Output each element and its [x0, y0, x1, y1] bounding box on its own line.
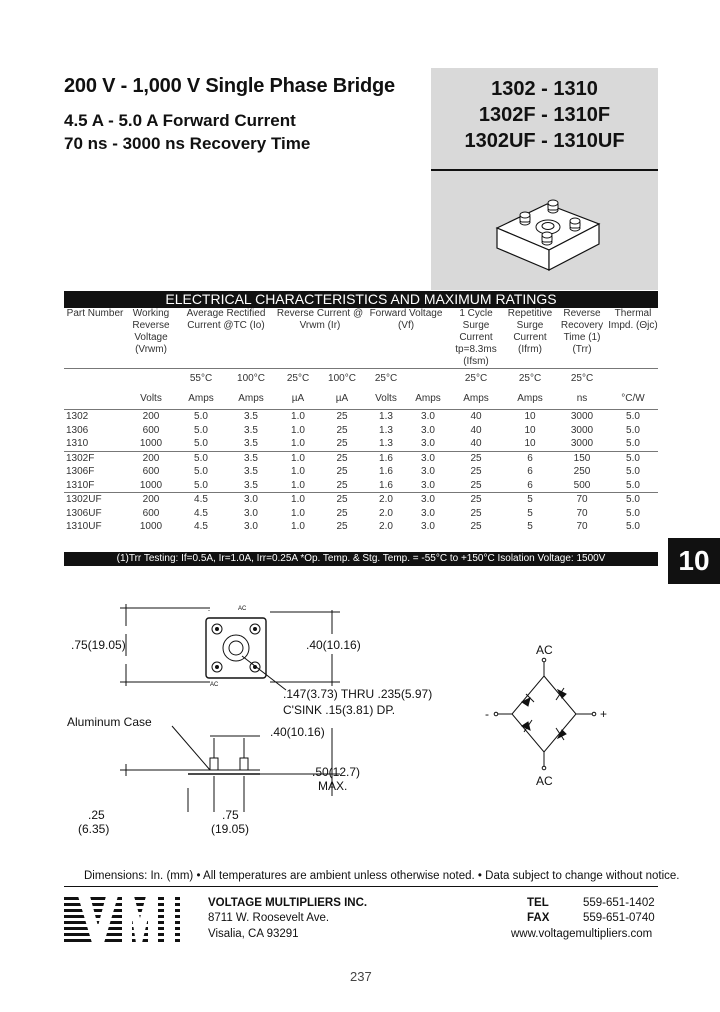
temp-ir-25: 25°C	[286, 373, 310, 384]
vrwm-cell: 600	[142, 507, 160, 519]
dim-max-value: .50(12.7)	[312, 765, 361, 779]
vfa-cell: 3.0	[408, 410, 448, 424]
io55-cell: 4.5	[176, 493, 226, 507]
part-series-3: 1302UF - 1310UF	[464, 130, 625, 152]
io100-cell: 3.5	[226, 410, 276, 424]
col-ifrm: Repetitive Surge Current (Ifrm)	[507, 308, 553, 355]
ifrm-cell: 10	[524, 424, 536, 436]
trr-cell: 250	[573, 466, 591, 477]
trr-cell: 3000	[570, 438, 594, 449]
trr-cell: 150	[556, 451, 608, 465]
col-ifsm: 1 Cycle Surge Current tp=8.3ms (Ifsm)	[455, 308, 497, 367]
vfa-cell: 3.0	[421, 424, 435, 436]
table-footnote: (1)Trr Testing: If=0.5A, Ir=1.0A, Irr=0.25A *Op. Temp. & Stg. Temp. = -55°C to +150°C Isolation Voltage: 1500V	[64, 552, 658, 566]
pin-ac-mark-top: AC	[238, 606, 247, 612]
street-address: 8711 W. Roosevelt Ave.	[208, 912, 330, 924]
temp-ir-100: 100°C	[328, 373, 356, 384]
vf-cell: 1.3	[379, 438, 393, 449]
ifsm-cell: 25	[470, 521, 482, 532]
fax-number: 559-651-0740	[583, 912, 655, 924]
ifsm-cell: 25	[470, 507, 482, 519]
ir25-cell: 1.0	[276, 451, 320, 465]
vrwm-cell: 1000	[139, 521, 163, 532]
vfa-cell: 3.0	[421, 507, 435, 519]
col-vf: Forward Voltage (Vf)	[369, 308, 443, 331]
ifsm-cell: 25	[448, 493, 504, 507]
ir100-cell: 25	[336, 424, 348, 436]
ifsm-cell: 40	[470, 438, 482, 449]
ifsm-cell: 25	[470, 466, 482, 477]
vrwm-cell: 1000	[139, 438, 163, 449]
io55-cell: 5.0	[194, 424, 208, 436]
ifrm-cell: 6	[527, 479, 533, 491]
website-link[interactable]: www.voltagemultipliers.com	[511, 928, 653, 940]
vf-cell: 1.6	[379, 479, 393, 491]
ir25-cell: 1.0	[291, 521, 305, 532]
ifsm-cell: 25	[448, 451, 504, 465]
io100-cell: 3.5	[244, 424, 258, 436]
temp-io-55: 55°C	[189, 373, 213, 384]
unit-vf: Volts	[375, 393, 397, 404]
io100-cell: 3.5	[244, 438, 258, 449]
vmi-logo	[64, 894, 180, 944]
panel-divider	[431, 169, 658, 171]
vfa-cell: 3.0	[421, 466, 435, 477]
section-tab: 10	[668, 538, 720, 584]
ir100-cell: 25	[336, 521, 348, 532]
vrwm-cell: 200	[126, 410, 176, 424]
part-series-1: 1302 - 1310	[491, 78, 598, 100]
part-cell: 1306UF	[66, 507, 102, 519]
table-row	[64, 410, 658, 424]
part-cell: 1302F	[64, 451, 126, 465]
subtitle-recovery: 70 ns - 3000 ns Recovery Time	[64, 134, 311, 153]
part-series-2: 1302F - 1310F	[478, 104, 611, 126]
vfa-cell: 3.0	[408, 493, 448, 507]
trr-cell: 70	[576, 521, 588, 532]
table-row	[64, 520, 658, 534]
vrwm-cell: 600	[142, 466, 160, 477]
part-cell: 1306F	[66, 466, 95, 477]
unit-ifsm: Amps	[463, 393, 489, 404]
vf-cell: 1.6	[379, 466, 393, 477]
fax-label: FAX	[527, 912, 550, 924]
case-label: Aluminum Case	[67, 715, 152, 729]
thermal-cell: 5.0	[626, 507, 640, 519]
unit-io55: Amps	[188, 393, 214, 404]
schematic-ac-top: AC	[536, 643, 553, 657]
ifrm-cell: 10	[524, 438, 536, 449]
vfa-cell: 3.0	[408, 451, 448, 465]
vf-cell: 2.0	[379, 507, 393, 519]
temp-io-100: 100°C	[237, 373, 265, 384]
unit-vf-amps: Amps	[415, 393, 441, 404]
csink-note: C'SINK .15(3.81) DP.	[283, 703, 396, 717]
ifrm-cell: 5	[504, 493, 556, 507]
io55-cell: 5.0	[176, 451, 226, 465]
table-row	[64, 479, 658, 493]
io55-cell: 4.5	[194, 507, 208, 519]
col-thermal: Thermal Impd. (Θjc)	[608, 308, 658, 331]
part-cell: 1302	[64, 410, 126, 424]
temp-ifrm-25: 25°C	[518, 373, 542, 384]
col-trr: Reverse Recovery Time (1) (Trr)	[560, 308, 604, 355]
vrwm-cell: 600	[142, 424, 160, 436]
city-address: Visalia, CA 93291	[208, 928, 299, 940]
vf-cell: 2.0	[379, 521, 393, 532]
thermal-cell: 5.0	[626, 479, 640, 491]
unit-trr: ns	[576, 393, 588, 404]
dim-lead-label: .40(10.16)	[270, 725, 325, 739]
table-row	[64, 493, 658, 507]
trr-cell: 3000	[556, 410, 608, 424]
ifrm-cell: 10	[504, 410, 556, 424]
company-name: VOLTAGE MULTIPLIERS INC.	[208, 897, 368, 909]
io100-cell: 3.5	[244, 466, 258, 477]
ir25-cell: 1.0	[291, 507, 305, 519]
part-cell: 1310	[66, 438, 89, 449]
part-cell: 1306	[66, 424, 89, 436]
part-number-panel	[431, 68, 658, 290]
ifrm-cell: 5	[527, 507, 533, 519]
ifrm-cell: 6	[527, 466, 533, 477]
unit-thermal: °C/W	[621, 393, 645, 404]
thermal-cell: 5.0	[608, 493, 658, 507]
thermal-cell: 5.0	[626, 438, 640, 449]
dim-height-label: .40(10.16)	[306, 638, 361, 652]
dim-width-label: .75(19.05)	[71, 638, 126, 652]
vrwm-cell: 200	[126, 451, 176, 465]
part-cell: 1302UF	[64, 493, 126, 507]
dim-span-in: .75	[222, 808, 239, 822]
dim-max-label: MAX.	[318, 779, 348, 793]
vf-cell: 1.6	[364, 451, 408, 465]
col-part-number: Part Number	[66, 308, 124, 319]
dim-span-mm: (19.05)	[211, 822, 250, 836]
dim-pitch-mm: (6.35)	[78, 822, 110, 836]
vfa-cell: 3.0	[421, 438, 435, 449]
page-number: 237	[350, 969, 372, 984]
io100-cell: 3.5	[226, 451, 276, 465]
io55-cell: 5.0	[194, 479, 208, 491]
io55-cell: 5.0	[176, 410, 226, 424]
tel-label: TEL	[527, 897, 549, 909]
pin-dash-mark: -	[208, 608, 210, 614]
bridge-schematic	[480, 640, 620, 790]
unit-ir100: µA	[335, 393, 349, 404]
temp-trr-25: 25°C	[570, 373, 594, 384]
io55-cell: 5.0	[194, 438, 208, 449]
col-io: Average Rectified Current @TC (Io)	[186, 308, 266, 331]
ir100-cell: 25	[320, 493, 364, 507]
unit-io100: Amps	[238, 393, 264, 404]
io100-cell: 3.5	[244, 479, 258, 491]
trr-cell: 3000	[570, 424, 594, 436]
unit-vrwm: Volts	[140, 393, 162, 404]
table-row	[64, 507, 658, 521]
subtitle-current: 4.5 A - 5.0 A Forward Current	[64, 111, 296, 130]
table-row	[64, 424, 658, 438]
ir25-cell: 1.0	[291, 438, 305, 449]
ifrm-cell: 6	[504, 451, 556, 465]
ir100-cell: 25	[336, 438, 348, 449]
table-heading: ELECTRICAL CHARACTERISTICS AND MAXIMUM RATINGS	[64, 291, 658, 308]
io55-cell: 4.5	[194, 521, 208, 532]
trr-cell: 70	[556, 493, 608, 507]
ir25-cell: 1.0	[276, 493, 320, 507]
table-row	[64, 451, 658, 465]
ir100-cell: 25	[320, 410, 364, 424]
footer-divider	[64, 886, 658, 887]
col-ir: Reverse Current @ Vrwm (Ir)	[276, 308, 364, 331]
io100-cell: 3.0	[244, 521, 258, 532]
ir100-cell: 25	[336, 466, 348, 477]
schematic-plus: +	[600, 707, 608, 721]
ir25-cell: 1.0	[291, 479, 305, 491]
thermal-cell: 5.0	[626, 424, 640, 436]
col-vrwm: Working Reverse Voltage (Vrwm)	[132, 308, 170, 355]
ifsm-cell: 40	[470, 424, 482, 436]
ifrm-cell: 5	[527, 521, 533, 532]
thermal-cell: 5.0	[626, 466, 640, 477]
ir100-cell: 25	[320, 451, 364, 465]
vf-cell: 1.3	[379, 424, 393, 436]
dimensions-note: Dimensions: In. (mm) • All temperatures are ambient unless otherwise noted. • Data subject to change without notice.	[84, 870, 680, 882]
schematic-minus: -	[485, 707, 489, 721]
vfa-cell: 3.0	[421, 521, 435, 532]
dim-pitch-in: .25	[88, 808, 105, 822]
table-row	[64, 437, 658, 451]
trr-cell: 500	[573, 479, 591, 491]
ifsm-cell: 25	[470, 479, 482, 491]
io100-cell: 3.0	[226, 493, 276, 507]
io55-cell: 5.0	[194, 466, 208, 477]
ir100-cell: 25	[336, 479, 348, 491]
vf-cell: 2.0	[364, 493, 408, 507]
unit-ir25: µA	[291, 393, 305, 404]
thermal-cell: 5.0	[608, 451, 658, 465]
tel-number: 559-651-1402	[583, 897, 655, 909]
part-cell: 1310F	[66, 479, 95, 491]
pin-ac-mark-bottom: AC	[210, 682, 219, 688]
vrwm-cell: 200	[126, 493, 176, 507]
unit-ifrm: Amps	[517, 393, 543, 404]
part-cell: 1310UF	[66, 521, 102, 532]
vfa-cell: 3.0	[421, 479, 435, 491]
bridge-package-icon	[491, 188, 611, 273]
hole-note: .147(3.73) THRU .235(5.97)	[283, 687, 433, 701]
trr-cell: 70	[576, 507, 588, 519]
schematic-ac-bottom: AC	[536, 774, 553, 788]
ir25-cell: 1.0	[276, 410, 320, 424]
ir25-cell: 1.0	[291, 424, 305, 436]
specs-table	[64, 308, 658, 534]
thermal-cell: 5.0	[608, 410, 658, 424]
ifsm-cell: 40	[448, 410, 504, 424]
table-row	[64, 465, 658, 479]
io100-cell: 3.0	[244, 507, 258, 519]
page-title: 200 V - 1,000 V Single Phase Bridge	[64, 75, 395, 97]
vrwm-cell: 1000	[139, 479, 163, 491]
vf-cell: 1.3	[364, 410, 408, 424]
temp-vf-25: 25°C	[374, 373, 398, 384]
ir25-cell: 1.0	[291, 466, 305, 477]
ir100-cell: 25	[336, 507, 348, 519]
temp-ifsm-25: 25°C	[464, 373, 488, 384]
thermal-cell: 5.0	[626, 521, 640, 532]
